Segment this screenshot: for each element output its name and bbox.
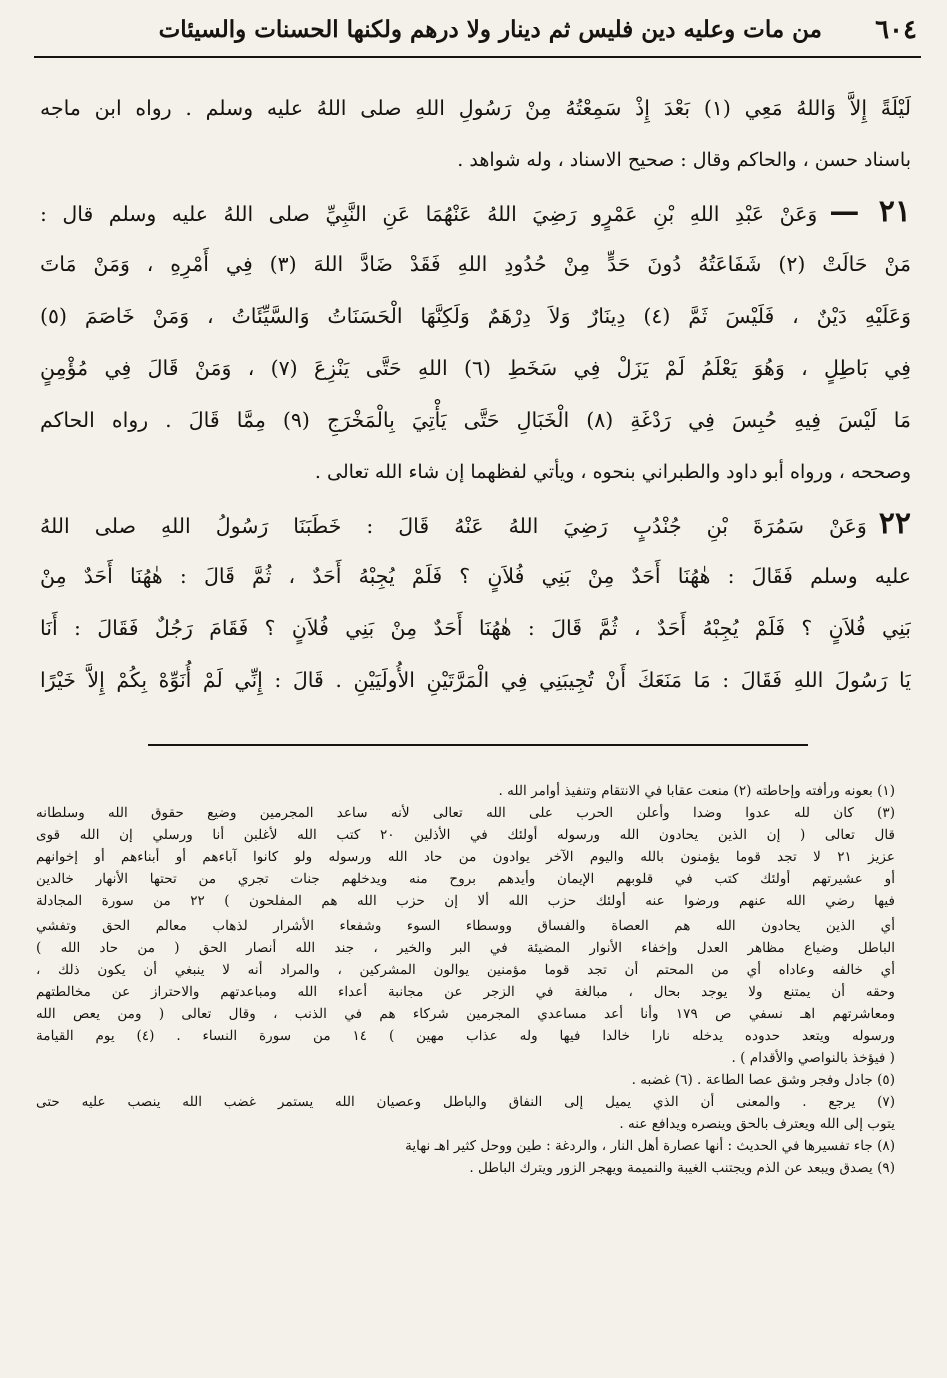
text-line: باسناد حسن ، والحاكم وقال : صحيح الاسناد ، وله شواهد . [457, 149, 911, 171]
footnote-line: الباطل وضياع مظاهر العدل وإخفاء الأنوار المضيئة في البر والخير ، جند الله أنصار الحق ( من حاد الله ) [36, 940, 895, 956]
footnote-line: (٧) يرجع . والمعنى أن الذي يميل إلى النفاق والباطل وعصيان الله يستمر غضب الله ينصب عليه حتى [36, 1094, 895, 1110]
text-line: لَيْلَةً إِلاَّ وَاللهُ مَعِي (١) بَعْدَ إِذْ سَمِعْتُهُ مِنْ رَسُولِ اللهِ صلى اللهُ عليه وسلم . رواه ابن ماجه [40, 96, 911, 120]
hadith-21-first-line [40, 186, 911, 238]
footnote-line: وحقه أن يمتنع ولا يوجد بحال ، مبالغة في الزجر عن مجانبة أعداء الله ومباعدتهم والاحتراز عن مخالطتهم [36, 984, 895, 1000]
footnote-rule [148, 744, 808, 746]
footnote-line: (٩) يصدق ويبعد عن الذم ويجتنب الغيبة والنميمة ويهجر الزور ويترك الباطل . [469, 1160, 895, 1176]
footnote-line: فيها رضي الله عنهم ورضوا عنه أولئك حزب الله ألا إن حزب الله هم المفلحون ) ٢٢ من سورة المجادلة [36, 893, 895, 909]
text-span: وَعَنْ سَمُرَةَ بْنِ جُنْدُبٍ رَضِيَ اللهُ عَنْهُ قَالَ : خَطَبَنَا رَسُولُ اللهِ صلى اللهُ [40, 514, 867, 538]
footnote-line: ورسوله ويتعد حدوده يدخله نارا خالدا فيها وله عذاب مهين ) ١٤ من سورة النساء . (٤) يوم القيامة [36, 1028, 895, 1044]
hadith-number-21: ٢١ — [829, 194, 911, 229]
footnote-line: عزيز ٢١ لا تجد قوما يؤمنون بالله واليوم الآخر يوادون من حاد الله ورسوله ولو كانوا آباءهم أو أبناءهم أو إخوانهم [36, 849, 895, 865]
footnote-line: (٣) كان لله عدوا وضدا وأعلن الحرب على الله تعالى لأنه ساعد المجرمين وضيع حقوق الله وسلطانه [36, 805, 895, 821]
footnote-line: يتوب إلى الله ويعترف بالحق وينصره ويدافع عنه . [619, 1116, 895, 1132]
footnote-line: ومعاشرتهم اهـ نسفي ص ١٧٩ وأنا أعد مساعدي المجرمين شركاء هم في الذنب ، وقال تعالى ( ومن يعص الله [36, 1006, 895, 1022]
page-number: ٦٠٤ [875, 15, 917, 45]
text-line: مَا لَيْسَ فِيهِ حُبِسَ فِي رَدْغَةِ (٨) الْخَبَالِ حَتَّى يَأْتِيَ بِالْمَخْرَجِ (٩) مِمَّا قَالَ . رواه الحاكم [40, 408, 911, 432]
footnote-line: (١) بعونه ورأفته وإحاطته (٢) منعت عقابا في الانتقام وتنفيذ أوامر الله . [498, 783, 895, 799]
footnote-line: (٥) جادل وفجر وشق عصا الطاعة . (٦) غضبه . [631, 1072, 895, 1088]
footnote-line: أو عشيرتهم أولئك كتب في قلوبهم الإيمان وأيدهم بروح منه ويدخلهم جنات تجري من تحتها الأنهار خالدين [36, 871, 895, 887]
footnote-line: (٨) جاء تفسيرها في الحديث : أنها عصارة أهل النار ، والردغة : طين ووحل كثير اهـ نهاية [405, 1138, 895, 1154]
footnote-line: قال تعالى ( إن الذين يحادون الله ورسوله أولئك في الأذلين ٢٠ كتب الله لأغلبن أنا ورسلي إن الله قوى [36, 827, 895, 843]
page-header [40, 10, 917, 50]
text-line: وصححه ، ورواه أبو داود والطبراني بنحوه ، ويأتي لفظهما إن شاء الله تعالى . [314, 461, 911, 483]
text-line: يَا رَسُولَ اللهِ فَقَالَ : مَا مَنَعَكَ أَنْ تُجِيبَنِي فِي الْمَرَّتَيْنِ الأُولَيَيْنِ . قَالَ : إِنِّي لَمْ أُنَوِّهْ بِكُمْ إِلاَّ خَيْرًا [40, 668, 911, 692]
text-line: فِي بَاطِلٍ ، وَهُوَ يَعْلَمُ لَمْ يَزَلْ فِي سَخَطِ (٦) اللهِ حَتَّى يَنْزِعَ (٧) ، وَمَنْ قَالَ فِي مُؤْمِنٍ [40, 356, 911, 380]
hadith-22-first-line [40, 498, 911, 550]
footnote-line: ( فيؤخذ بالنواصي والأقدام ) . [731, 1050, 895, 1066]
running-title: من مات وعليه دين فليس ثم دينار ولا درهم ولكنها الحسنات والسيئات [158, 16, 822, 43]
text-line: مَنْ حَالَتْ (٢) شَفَاعَتُهُ دُونَ حَدٍّ مِنْ حُدُودِ اللهِ فَقَدْ ضَادَّ اللهَ (٣) فِي أَمْرِهِ ، وَمَنْ مَاتَ [40, 252, 911, 276]
hadith-number-22: ٢٢ [878, 506, 911, 541]
text-line: عليه وسلم فَقَالَ : هٰهُنَا أَحَدٌ مِنْ بَنِي فُلاَنٍ ؟ فَلَمْ يُجِبْهُ أَحَدٌ ، ثُمَّ قَالَ : هٰهُنَا أَحَدٌ مِنْ [40, 564, 911, 588]
text-span: وَعَنْ عَبْدِ اللهِ بْنِ عَمْرٍو رَضِيَ اللهُ عَنْهُمَا عَنِ النَّبِيِّ صلى اللهُ عليه وسلم قال : [40, 202, 818, 226]
header-rule [34, 56, 921, 58]
footnote-line: أي خالفه وعاداه أي من المحتم أن تجد قوما مؤمنين يوالون المشركين ، والمراد أنه لا ينبغي أن يكون ذلك ، [36, 962, 895, 978]
text-line: بَنِي فُلاَنٍ ؟ فَلَمْ يُجِبْهُ أَحَدٌ ، ثُمَّ قَالَ : هٰهُنَا أَحَدٌ مِنْ بَنِي فُلاَنٍ ؟ فَقَامَ رَجُلٌ فَقَالَ : أَنَا [40, 616, 911, 640]
footnote-line: أي الذين يحادون الله هم العصاة والفساق ووسطاء السوء وشفعاء الأشرار لذهاب معالم الحق وتفشي [36, 918, 895, 934]
text-line: وَعَلَيْهِ دَيْنٌ ، فَلَيْسَ ثَمَّ (٤) دِينَارٌ وَلاَ دِرْهَمٌ وَلَكِنَّهَا الْحَسَنَاتُ وَالسَّيِّئَاتُ ، وَمَنْ خَاصَمَ (٥) [40, 304, 911, 328]
main-text [40, 82, 911, 706]
footnotes [36, 780, 895, 1179]
